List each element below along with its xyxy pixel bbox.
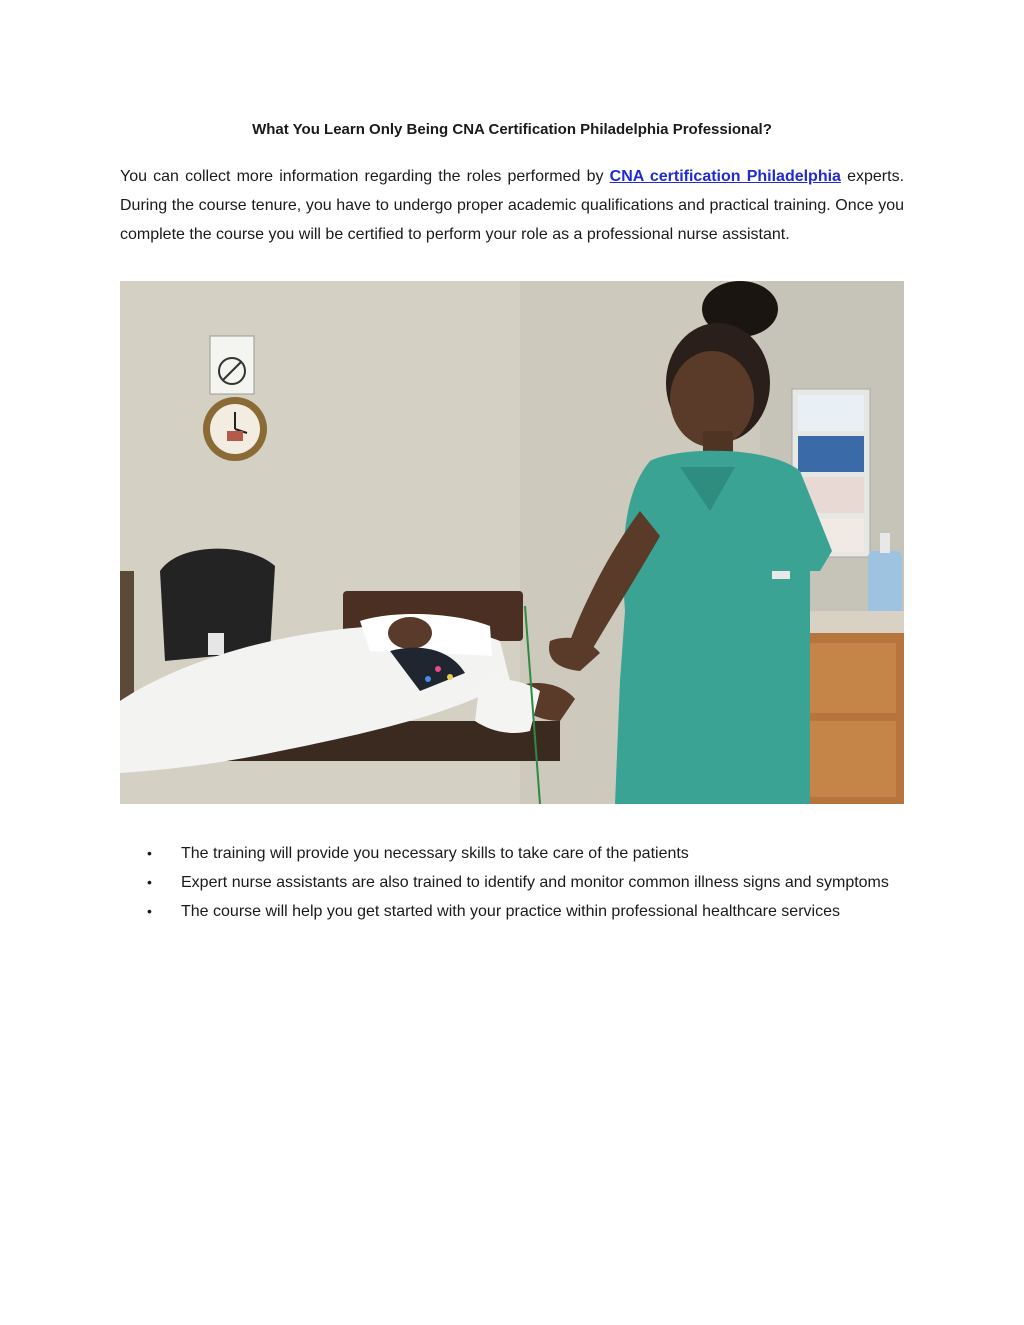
bullet-icon: • [147, 903, 152, 919]
list-item-text: The course will help you get started with your practice within professional healthcare services [181, 903, 840, 920]
list-item [120, 897, 904, 926]
intro-text-after-link: experts. During the course tenure, you have to undergo proper academic qualifications and practical training. Once you complete the course you will be certified to perform your role as a professional nurse assistant. [120, 168, 905, 243]
list-item [120, 868, 904, 897]
list-item [120, 839, 904, 868]
document-title: What You Learn Only Being CNA Certification Philadelphia Professional? [252, 121, 772, 138]
bullet-icon: • [147, 874, 152, 890]
list-item-text: Expert nurse assistants are also trained to identify and monitor common illness signs and symptoms [181, 874, 889, 891]
intro-paragraph [120, 162, 904, 249]
list-item-text: The training will provide you necessary skills to take care of the patients [181, 845, 689, 862]
training-benefits-list [120, 839, 904, 926]
nurse-training-photo [120, 281, 904, 804]
wall-clock-icon [203, 397, 267, 461]
photo-illustration [120, 281, 904, 804]
no-phone-sign-icon [210, 336, 254, 394]
cna-certification-link[interactable]: CNA certification Philadelphia [609, 168, 841, 185]
intro-text-before-link: You can collect more information regarding the roles performed by [120, 168, 610, 185]
bullet-icon: • [147, 845, 152, 861]
